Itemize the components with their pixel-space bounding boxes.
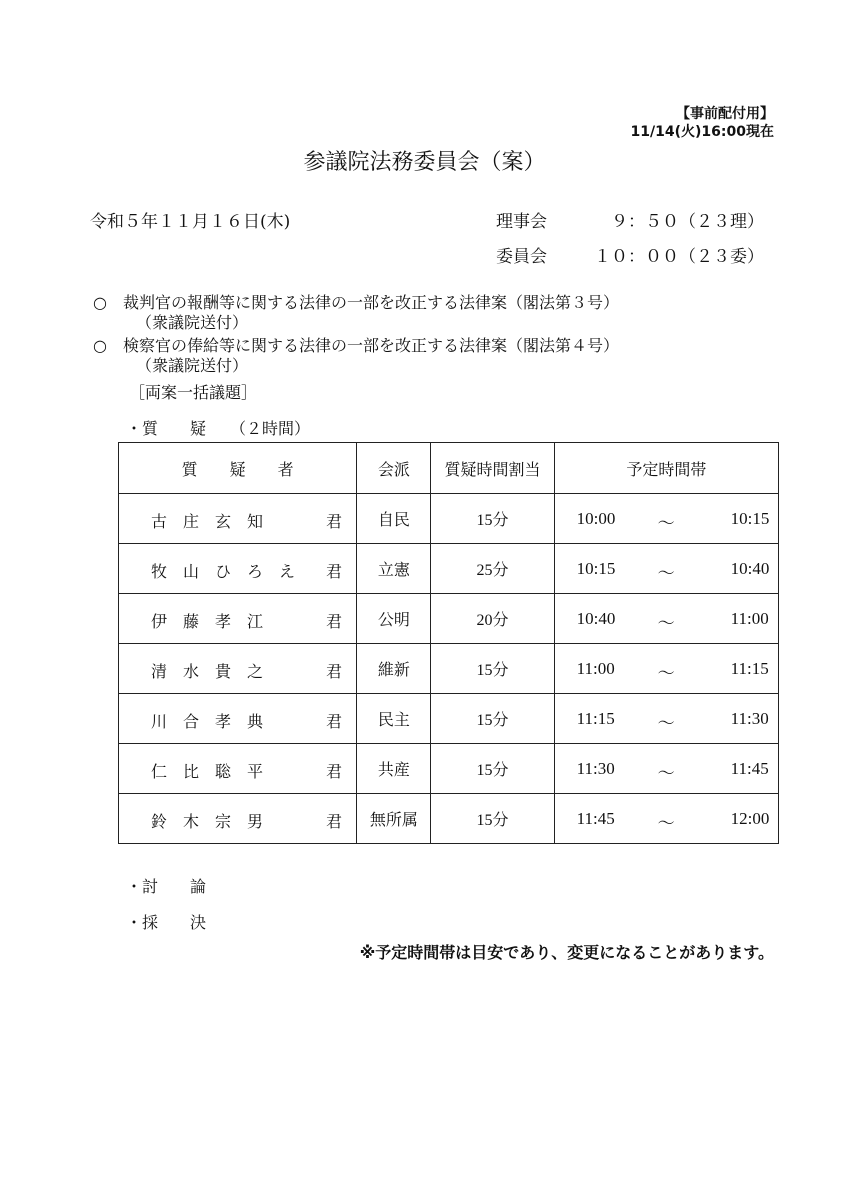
- slot-start: 10:15: [576, 559, 616, 578]
- faction-cell: 自民: [357, 494, 431, 544]
- honorific: 君: [326, 512, 343, 531]
- questioner-table: [118, 442, 779, 844]
- vote-item: ・採 決: [126, 913, 207, 932]
- faction-cell: 公明: [357, 594, 431, 644]
- board-meeting-label: 理事会: [496, 212, 547, 232]
- questioner-cell: [119, 744, 357, 794]
- allocation-cell: 20分: [431, 594, 554, 644]
- allocation-cell: 15分: [431, 744, 554, 794]
- honorific: 君: [326, 612, 343, 631]
- slot-end: 11:15: [730, 659, 769, 678]
- time-slot-cell: [554, 644, 778, 694]
- questioner-name: 牧山ひろえ: [151, 562, 312, 581]
- pre-distribution-label: 【事前配付用】: [676, 106, 774, 122]
- header-time-slot: 予定時間帯: [554, 443, 778, 494]
- faction-cell: 無所属: [357, 794, 431, 844]
- table-header-row: [119, 443, 779, 494]
- debate-item: ・討 論: [126, 877, 207, 896]
- table-row: [119, 594, 779, 644]
- slot-tilde: ～: [657, 664, 675, 683]
- time-slot-cell: [554, 794, 778, 844]
- faction-cell: 維新: [357, 644, 431, 694]
- honorific: 君: [326, 662, 343, 681]
- questioner-cell: [119, 794, 357, 844]
- header-questioner: 質 疑 者: [119, 443, 357, 494]
- questioner-name: 仁比聡平: [151, 762, 280, 781]
- honorific: 君: [326, 812, 343, 831]
- bill-2-title: ○ 検察官の俸給等に関する法律の一部を改正する法律案（閣法第４号）: [93, 336, 619, 355]
- questioner-name: 鈴木宗男: [151, 812, 280, 831]
- slot-start: 11:30: [576, 759, 615, 778]
- honorific: 君: [326, 762, 343, 781]
- bill-2-origin: （衆議院送付）: [136, 356, 249, 375]
- schedule-note: ※予定時間帯は目安であり、変更になることがあります。: [359, 943, 774, 962]
- allocation-cell: 15分: [431, 644, 554, 694]
- time-slot-cell: [554, 544, 778, 594]
- slot-tilde: ～: [657, 564, 675, 583]
- slot-start: 11:45: [576, 809, 615, 828]
- questioner-name: 伊藤孝江: [151, 612, 280, 631]
- slot-start: 11:00: [576, 659, 615, 678]
- slot-tilde: ～: [657, 714, 675, 733]
- bill-1-origin: （衆議院送付）: [136, 313, 249, 332]
- table-row: [119, 744, 779, 794]
- slot-end: 12:00: [730, 809, 770, 828]
- allocation-cell: 15分: [431, 694, 554, 744]
- document-title: 参議院法務委員会（案）: [303, 150, 546, 175]
- faction-cell: 民主: [357, 694, 431, 744]
- meeting-date: 令和５年１１月１６日(木): [90, 212, 291, 232]
- questioner-name: 古庄玄知: [151, 512, 280, 531]
- bill-1-title: ○ 裁判官の報酬等に関する法律の一部を改正する法律案（閣法第３号）: [93, 293, 619, 312]
- allocation-cell: 15分: [431, 494, 554, 544]
- slot-end: 11:45: [730, 759, 769, 778]
- slot-end: 10:40: [730, 559, 770, 578]
- table-row: [119, 544, 779, 594]
- committee-meeting-time: １０：００（２３委）: [594, 247, 764, 267]
- slot-end: 11:00: [730, 609, 769, 628]
- committee-meeting-label: 委員会: [496, 247, 547, 267]
- header-faction: 会派: [357, 443, 431, 494]
- slot-start: 11:15: [576, 709, 615, 728]
- slot-start: 10:00: [576, 509, 616, 528]
- questioner-name: 川合孝典: [151, 712, 280, 731]
- qa-item-label: ・質 疑 （２時間）: [126, 419, 311, 438]
- questioner-cell: [119, 544, 357, 594]
- joint-agenda-note: ［両案一括議題］: [129, 383, 258, 402]
- table-row: [119, 494, 779, 544]
- allocation-cell: 25分: [431, 544, 554, 594]
- table-row: [119, 644, 779, 694]
- allocation-cell: 15分: [431, 794, 554, 844]
- faction-cell: 共産: [357, 744, 431, 794]
- slot-end: 10:15: [730, 509, 770, 528]
- honorific: 君: [326, 562, 343, 581]
- table-row: [119, 694, 779, 744]
- faction-cell: 立憲: [357, 544, 431, 594]
- time-slot-cell: [554, 744, 778, 794]
- slot-end: 11:30: [730, 709, 769, 728]
- slot-tilde: ～: [657, 814, 675, 833]
- honorific: 君: [326, 712, 343, 731]
- questioner-cell: [119, 494, 357, 544]
- slot-tilde: ～: [657, 614, 675, 633]
- table-row: [119, 794, 779, 844]
- time-slot-cell: [554, 694, 778, 744]
- slot-tilde: ～: [657, 514, 675, 533]
- questioner-cell: [119, 644, 357, 694]
- as-of-timestamp: 11/14(火)16:00現在: [630, 124, 774, 140]
- slot-tilde: ～: [657, 764, 675, 783]
- board-meeting-time: ９：５０（２３理）: [611, 212, 764, 232]
- time-slot-cell: [554, 494, 778, 544]
- header-allocation: 質疑時間割当: [431, 443, 554, 494]
- time-slot-cell: [554, 594, 778, 644]
- questioner-cell: [119, 694, 357, 744]
- questioner-cell: [119, 594, 357, 644]
- questioner-name: 清水貴之: [151, 662, 280, 681]
- slot-start: 10:40: [576, 609, 616, 628]
